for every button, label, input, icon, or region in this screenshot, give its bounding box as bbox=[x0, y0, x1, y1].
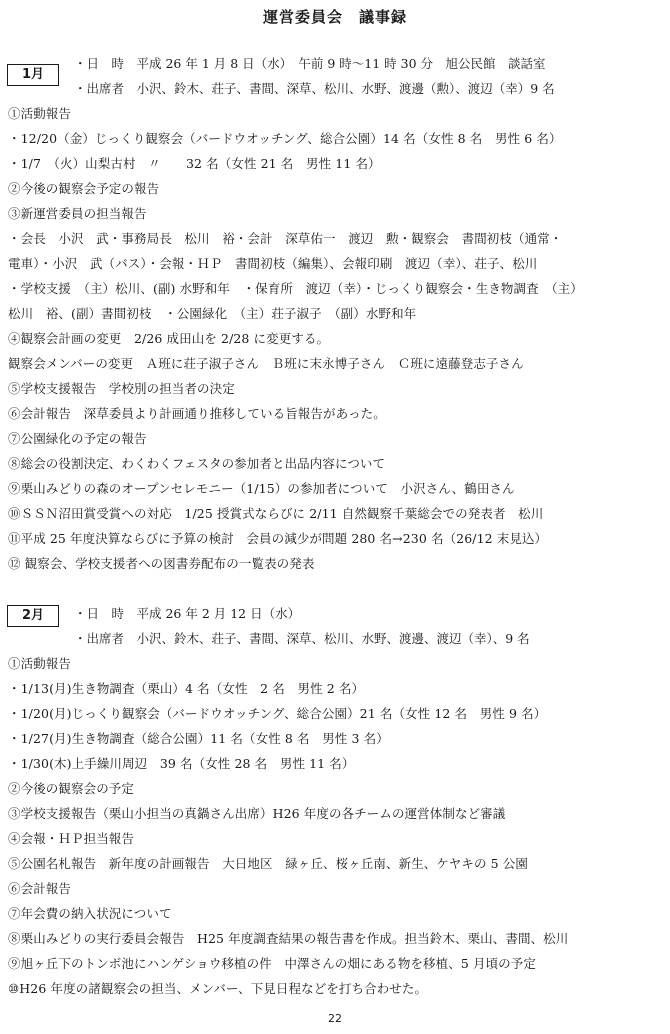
minutes-line: 観察会メンバーの変更 Ａ班に荘子淑子さん Ｂ班に末永博子さん Ｃ班に遠藤登志子さん bbox=[8, 356, 524, 371]
minutes-line: ⑥会計報告 深草委員より計画通り推移している旨報告があった。 bbox=[8, 406, 386, 421]
january-attendees-line: ・出席者 小沢、鈴木、荘子、書間、深草、松川、水野、渡邊（勲）、渡辺（幸）9 名 bbox=[74, 81, 555, 96]
minutes-line: ⑩ＳＳＮ沼田賞受賞への対応 1/25 授賞式ならびに 2/11 自然観察千葉総会での発表者 松川 bbox=[8, 506, 544, 521]
february-date-line: ・日 時 平成 26 年 2 月 12 日（水） bbox=[74, 606, 301, 621]
minutes-line: ⑧総会の役割決定、わくわくフェスタの参加者と出品内容について bbox=[8, 456, 386, 471]
page-title: 運営委員会 議事録 bbox=[262, 8, 407, 26]
january-date-line: ・日 時 平成 26 年 1 月 8 日（水） 午前 9 時〜11 時 30 分 旭公民館 談話室 bbox=[74, 56, 546, 71]
february-attendees-line: ・出席者 小沢、鈴木、荘子、書間、深草、松川、水野、渡邊、渡辺（幸）、9 名 bbox=[74, 631, 530, 646]
minutes-line: ・学校支援 （主）松川、(副) 水野和年 ・保育所 渡辺（幸）・じっくり観察会・生き物調査 （主） bbox=[8, 281, 583, 296]
minutes-line: ⑦公園緑化の予定の報告 bbox=[8, 431, 147, 446]
minutes-line: ③新運営委員の担当報告 bbox=[8, 206, 147, 221]
minutes-line: 松川 裕、(副）書間初枝 ・公園緑化 （主）荘子淑子 （副）水野和年 bbox=[8, 306, 417, 321]
minutes-line: ⑥会計報告 bbox=[8, 881, 72, 896]
minutes-line: ・1/13(月)生き物調査（栗山）4 名（女性 2 名 男性 2 名） bbox=[8, 681, 365, 696]
minutes-line: ③学校支援報告（栗山小担当の真鍋さん出席）H26 年度の各チームの運営体制など審議 bbox=[8, 806, 506, 821]
minutes-line: 電車）・小沢 武（バス）・会報・ＨＰ 書間初枝（編集）、会報印刷 渡辺（幸）、荘子、松川 bbox=[8, 256, 538, 271]
minutes-line: ②今後の観察会予定の報告 bbox=[8, 181, 160, 196]
minutes-line: ①活動報告 bbox=[8, 106, 72, 121]
month-label-february: 2月 bbox=[7, 605, 59, 627]
minutes-line: ・1/7 （火）山梨古村 〃 32 名（女性 21 名 男性 11 名） bbox=[8, 156, 381, 171]
minutes-line: ⑤公園名札報告 新年度の計画報告 大日地区 緑ヶ丘、桜ヶ丘南、新生、ケヤキの 5 公園 bbox=[8, 856, 528, 871]
minutes-line: ⑧栗山みどりの実行委員会報告 H25 年度調査結果の報告書を作成。担当鈴木、栗山、書間、松川 bbox=[8, 931, 569, 946]
minutes-line: ①活動報告 bbox=[8, 656, 72, 671]
minutes-line: ⑤学校支援報告 学校別の担当者の決定 bbox=[8, 381, 235, 396]
minutes-line: ⑫ 観察会、学校支援者への図書券配布の一覧表の発表 bbox=[8, 556, 315, 571]
minutes-line: ・1/30(木)上手繰川周辺 39 名（女性 28 名 男性 11 名） bbox=[8, 756, 355, 771]
minutes-line: ⑨旭ヶ丘下のトンボ池にハンゲショウ移植の件 中澤さんの畑にある物を移植、5 月頃の予定 bbox=[8, 956, 536, 971]
minutes-line: ・12/20（金）じっくり観察会（バードウオッチング、総合公園）14 名（女性 8 名 男性 6 名） bbox=[8, 131, 562, 146]
minutes-line: ②今後の観察会の予定 bbox=[8, 781, 135, 796]
minutes-line: ・1/20(月)じっくり観察会（バードウオッチング、総合公園）21 名（女性 12 名 男性 9 名） bbox=[8, 706, 547, 721]
month-label-january: 1月 bbox=[7, 64, 59, 86]
page-number: 22 bbox=[328, 1012, 342, 1025]
minutes-line: ⑪平成 25 年度決算ならびに予算の検討 会員の減少が問題 280 名→230 名（26/12 末見込） bbox=[8, 531, 548, 546]
minutes-line: ・1/27(月)生き物調査（総合公園）11 名（女性 8 名 男性 3 名） bbox=[8, 731, 389, 746]
minutes-line: ⑨栗山みどりの森のオープンセレモニー（1/15）の参加者について 小沢さん、鶴田さん bbox=[8, 481, 515, 496]
minutes-line: ⑩H26 年度の諸観察会の担当、メンバー、下見日程などを打ち合わせた。 bbox=[8, 981, 428, 996]
minutes-line: ⑦年会費の納入状況について bbox=[8, 906, 172, 921]
minutes-line: ・会長 小沢 武・事務局長 松川 裕・会計 深草佑一 渡辺 勲・観察会 書間初枝（通常・ bbox=[8, 231, 563, 246]
minutes-line: ④観察会計画の変更 2/26 成田山を 2/28 に変更する。 bbox=[8, 331, 330, 346]
minutes-line: ④会報・ＨＰ担当報告 bbox=[8, 831, 135, 846]
